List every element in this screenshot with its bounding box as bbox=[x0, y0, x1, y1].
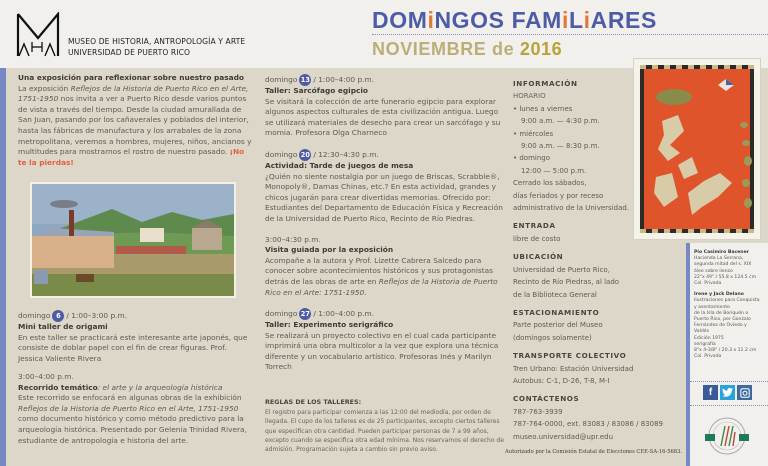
event-title-subtitle: : el arte y la arqueología histórica bbox=[97, 382, 223, 392]
caption-line: Col. Privada bbox=[694, 354, 722, 360]
desc-pre: Este recorrido se enfocará en algunas obras de la exhibición bbox=[18, 393, 242, 403]
event-title: Mini taller de origami bbox=[18, 322, 108, 331]
subtitle-year: 2016 bbox=[519, 39, 563, 59]
caption-line: de la Isla de Boriquén o bbox=[694, 310, 749, 316]
caption-line: segunda mitad del s. XIX bbox=[694, 262, 752, 268]
intro-text-post: nos invita a ver a Puerto Rico desde varios puntos de vista a través del tiempo. Desde la ciudad amurallada de San Juan, pasando por los cañaverales y poblados del interior, hasta las fábricas de manufactura y los arrabales de la zona metropolitana, veremos a hombres, mujeres, niños, ancianos y multitudes para mostrarnos el rostro de nuestro pasado. bbox=[18, 94, 252, 157]
event-date bbox=[265, 308, 505, 320]
painting-image bbox=[32, 184, 234, 296]
desc-pre: Acompañe a la autora y Prof. Lizette Cabrera Salcedo para conocer sobre acontecimientos históricos y sus protagonistas detrás de las obras de arte en bbox=[265, 255, 494, 286]
left-column bbox=[18, 73, 254, 178]
event-nov6b bbox=[18, 372, 254, 446]
event-time: 3:00–4:00 p.m. bbox=[18, 372, 74, 381]
event-title: Taller: Experimento serigráfico bbox=[265, 320, 394, 330]
facebook-icon[interactable]: f bbox=[703, 385, 718, 400]
caption-artist: Irene y Jack Delano bbox=[694, 292, 744, 298]
transport-line: Tren Urbano: Estación Universidad bbox=[513, 364, 634, 373]
title-part: NGOS FAM bbox=[434, 7, 562, 33]
event-date bbox=[18, 310, 254, 322]
event-description: Se realizará un proyecto colectivo en el cual cada participante imprimirá una obra multicolor a la vez que explora una técnica diferente y un vocabulario artístico. Profesoras Inés y Marilyn Torrech bbox=[265, 330, 499, 372]
event-time: / 1:00–4:00 p.m. bbox=[313, 74, 375, 84]
schedule-days: • domingo bbox=[513, 154, 551, 163]
workshop-rules bbox=[265, 398, 505, 454]
title-part: L bbox=[568, 7, 584, 33]
event-nov20 bbox=[265, 149, 505, 225]
closed-note: Cerrado los sábados, bbox=[513, 179, 587, 188]
parking-line: Parte posterior del Museo bbox=[513, 321, 603, 330]
caption-line: Fernández de Oviedo y bbox=[694, 323, 747, 329]
contact-heading: CONTÁCTENOS bbox=[513, 394, 580, 404]
social-links bbox=[703, 385, 752, 400]
caption-line: y asentamiento bbox=[694, 304, 730, 310]
day-label: domingo bbox=[265, 149, 298, 159]
event-title: Taller: Sarcófago egipcio bbox=[265, 86, 369, 95]
entry-heading: ENTRADA bbox=[513, 221, 556, 231]
caption-line: Hacienda La Serrana, bbox=[694, 256, 744, 262]
closed-note: administrativo de la Universidad. bbox=[513, 204, 630, 213]
caption-line: Valdés bbox=[694, 329, 710, 335]
rules-text: El registro para participar comienza a las 12:00 del mediodía, por orden de llegada. El cupo de los talleres es de 25 participantes, excepto ciertos talleres que especifican otra cantidad. Pueden participar personas de 7 a 99 años, excepto cuando se especifica otra edad mínima. Nos reservamos el derecho de admisión. Programación sujeta a cambio sin previo aviso. bbox=[265, 409, 504, 454]
map-image bbox=[640, 65, 754, 233]
event-time: 3:00–4:30 p.m. bbox=[265, 234, 321, 244]
map-artwork bbox=[633, 58, 761, 240]
title-divider bbox=[372, 34, 768, 35]
event-title: Actividad: Tarde de juegos de mesa bbox=[265, 160, 414, 170]
event-nov27 bbox=[265, 308, 505, 373]
museum-name-line1: MUSEO DE HISTORIA, ANTROPOLOGÍA Y ARTE bbox=[68, 37, 246, 46]
event-description: ¿Quién no siente nostalgia por un juego de Briscas, Scrabble®, Monopoly®, Damas Chinas, etc.? En esta actividad, grandes y chicos jugarán para crear divertidas memorias. Ofrecido por: Estudiantes del Departamento de Educación Física y Recreación de la Universidad de Puerto Rico, Recinto de Río Piedras. bbox=[265, 171, 503, 223]
painting-hacienda bbox=[30, 182, 236, 298]
parking-heading: ESTACIONAMIENTO bbox=[513, 307, 600, 317]
day-badge: 20 bbox=[299, 149, 311, 161]
instagram-icon[interactable] bbox=[737, 385, 752, 400]
header bbox=[0, 0, 768, 66]
location-line: Universidad de Puerto Rico, bbox=[513, 265, 610, 274]
left-accent-bar bbox=[0, 68, 6, 466]
day-label: domingo bbox=[265, 308, 298, 318]
day-label: domingo bbox=[265, 74, 298, 84]
event-nov20b bbox=[265, 235, 505, 299]
page-title bbox=[372, 7, 657, 34]
seal-icon bbox=[703, 414, 751, 458]
info-column bbox=[513, 78, 663, 443]
event-time: / 12:30–4:30 p.m. bbox=[313, 149, 379, 159]
title-part: i bbox=[583, 7, 591, 33]
day-badge: 6 bbox=[52, 310, 64, 322]
intro-block bbox=[18, 73, 254, 168]
title-part: ARES bbox=[590, 7, 657, 33]
day-badge: 27 bbox=[299, 308, 311, 320]
event-date bbox=[265, 149, 505, 161]
caption-painting bbox=[694, 250, 768, 287]
divider bbox=[690, 381, 768, 382]
event-time: / 1:00–3:00 p.m. bbox=[66, 310, 128, 320]
exhibit-title: Reflejos de la Historia de Puerto Rico en el Arte, 1751-1950 bbox=[18, 403, 239, 413]
caption-line: Edición 1975 bbox=[694, 335, 724, 341]
location-line: Recinto de Río Piedras, al lado bbox=[513, 278, 620, 287]
schedule-hours: 9:00 a.m. — 4:30 p.m. bbox=[521, 117, 600, 126]
captions-accent-bar bbox=[686, 243, 690, 466]
event-title: Recorrido temático bbox=[18, 382, 98, 392]
intro-text bbox=[18, 84, 254, 169]
desc-post: como documento histórico y como método predictivo para la arqueología histórica. Presentado por Gelenia Trinidad Rivera, estudiante de antropología e historia del arte. bbox=[18, 414, 247, 445]
caption-map bbox=[694, 292, 768, 360]
event-description bbox=[265, 256, 505, 298]
museum-name bbox=[68, 36, 245, 58]
middle-column bbox=[265, 74, 505, 383]
schedule-hours: 9:00 a.m. — 8:30 p.m. bbox=[521, 142, 600, 151]
caption-line: 8"x 4-3/8" / 20.3 x 11.2 cm bbox=[694, 348, 757, 354]
intro-text-pre: La exposición bbox=[18, 83, 71, 93]
caption-line: Col. Privada bbox=[694, 281, 722, 287]
parking-line: (domingos solamente) bbox=[513, 333, 592, 342]
event-time: / 1:00–4:00 p.m. bbox=[313, 308, 375, 318]
event-description: Se visitará la colección de arte funerario egipcio para explorar algunos aspectos culturales de esta civilización antigua. Luego se utilizará materiales de desecho para crear un sarcófago y su momia. Profesora Olga Charneco bbox=[265, 96, 501, 138]
transport-heading: TRANSPORTE COLECTIVO bbox=[513, 351, 627, 361]
caption-line: 22"x 49" / 55.8 x 124.5 cm bbox=[694, 274, 757, 280]
event-nov13 bbox=[265, 74, 505, 139]
event-title: Visita guiada por la exposición bbox=[265, 245, 394, 255]
caption-line: Ilustraciones para Conquista bbox=[694, 298, 760, 304]
hours-label: HORARIO bbox=[513, 92, 546, 101]
title-part: DOM bbox=[372, 7, 428, 33]
artwork-captions bbox=[694, 250, 768, 365]
event-description bbox=[18, 393, 254, 446]
exhibit-title: Reflejos de la Historia de Puerto Rico en el Arte: 1751-1950. bbox=[265, 276, 498, 297]
closed-note: días feriados y por receso bbox=[513, 191, 604, 200]
schedule-days: • miércoles bbox=[513, 129, 554, 138]
email-link[interactable]: museo.universidad@upr.edu bbox=[513, 432, 614, 441]
call-to-action: ¡No te la pierdas! bbox=[18, 147, 245, 167]
location-heading: UBICACIÓN bbox=[513, 252, 564, 262]
location-line: de la Biblioteca General bbox=[513, 290, 597, 299]
caption-line: óleo sobre lienzo bbox=[694, 268, 733, 274]
schedule-hours: 12:00 — 5:00 p.m. bbox=[521, 166, 587, 175]
page-subtitle bbox=[372, 39, 562, 60]
day-label: domingo bbox=[18, 310, 51, 320]
entry-value: libre de costo bbox=[513, 234, 561, 243]
info-heading: INFORMACIÓN bbox=[513, 79, 578, 88]
caption-line: Puerto Rico, por Gonzalo bbox=[694, 317, 751, 323]
event-date bbox=[265, 74, 505, 86]
event-description: En este taller se practicará este interesante arte japonés, que consiste de doblar papel con el fin de crear figuras. Prof. Jessica Valiente Rivera bbox=[18, 332, 248, 363]
day-badge: 13 bbox=[299, 74, 311, 86]
subtitle-month: NOVIEMBRE de bbox=[372, 39, 515, 59]
exhibit-title: Reflejos de la Historia de Puerto Rico en el Arte, 1751-1950 bbox=[18, 83, 249, 104]
rules-heading: REGLAS DE LOS TALLERES: bbox=[265, 398, 362, 406]
transport-line: Autobus: C-1, D-26, T-8, M-I bbox=[513, 376, 610, 385]
caption-artist: Pío Casimiro Bacener bbox=[694, 250, 749, 255]
intro-heading: Una exposición para reflexionar sobre nuestro pasado bbox=[18, 73, 244, 82]
museum-name-line2: UNIVERSIDAD DE PUERTO RICO bbox=[68, 48, 191, 57]
twitter-icon[interactable] bbox=[720, 385, 735, 400]
museum-logo-icon bbox=[16, 12, 60, 58]
authorization-note: Autorizado por la Comisión Estatal de Elecciones CEE-SA-16-5683. bbox=[505, 449, 683, 455]
caption-line: serigrafía bbox=[694, 341, 716, 347]
divider bbox=[690, 405, 768, 406]
phone-number[interactable]: 787-763-3939 bbox=[513, 407, 563, 416]
title-part: i bbox=[427, 7, 435, 33]
schedule-days: • lunes a viernes bbox=[513, 104, 573, 113]
phone-number[interactable]: 787-764-0000, ext. 83083 / 83086 / 83089 bbox=[513, 420, 663, 429]
title-part: i bbox=[561, 7, 569, 33]
event-nov6 bbox=[18, 310, 254, 364]
